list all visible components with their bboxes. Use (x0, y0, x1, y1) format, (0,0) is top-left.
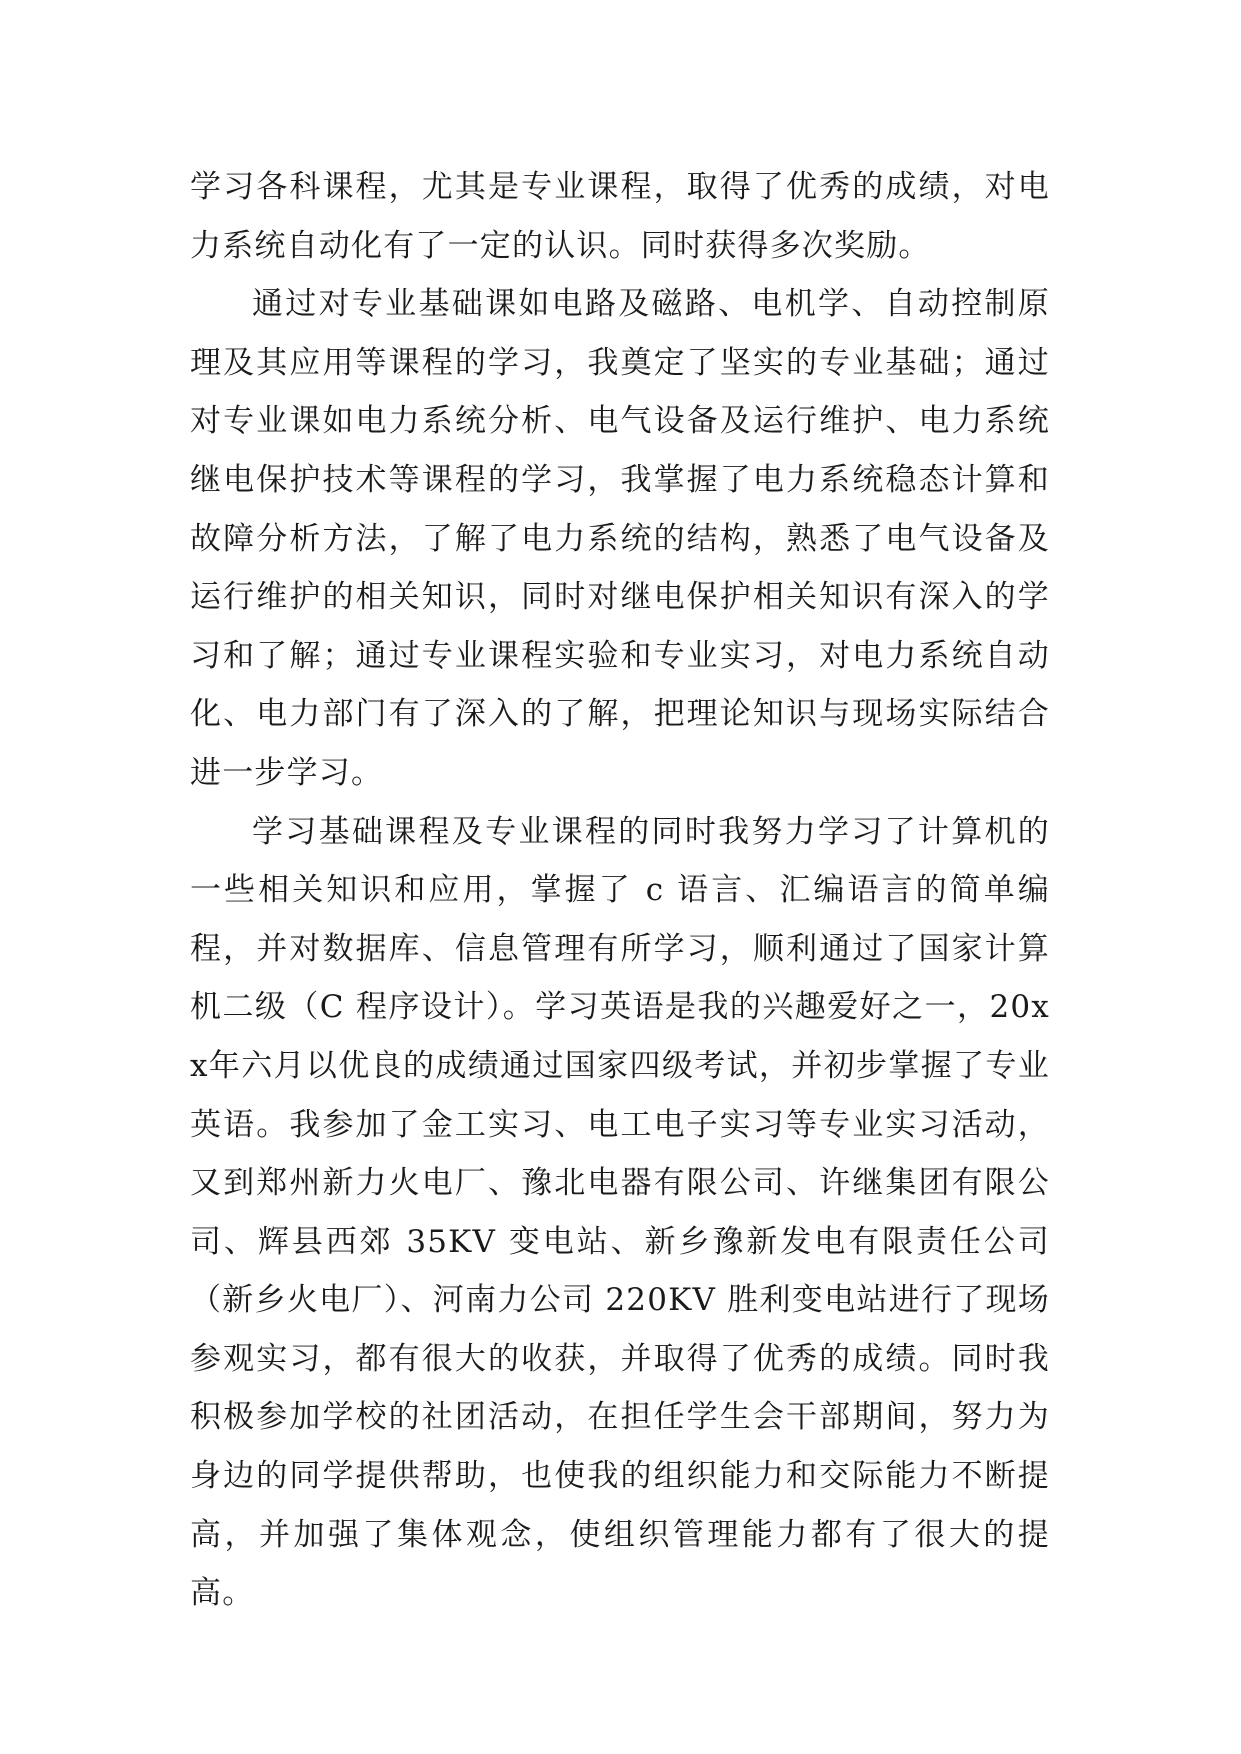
paragraph-3: 学习基础课程及专业课程的同时我努力学习了计算机的一些相关知识和应用，掌握了 c 语言、汇编语言的简单编程，并对数据库、信息管理有所学习，顺利通过了国家计算机二级（C 程序设计）。学习英语是我的兴趣爱好之一，20xx年六月以优良的成绩通过国家四级考试，并初步掌握了专业英语。我参加了金工实习、电工电子实习等专业实习活动，又到郑州新力火电厂、豫北电器有限公司、许继集团有限公司、辉县西郊 35KV 变电站、新乡豫新发电有限责任公司（新乡火电厂）、河南力公司 220KV 胜利变电站进行了现场参观实习，都有很大的收获，并取得了优秀的成绩。同时我积极参加学校的社团活动，在担任学生会干部期间，努力为身边的同学提供帮助，也使我的组织能力和交际能力不断提高，并加强了集体观念，使组织管理能力都有了很大的提高。 (190, 813, 1050, 1612)
document-body (190, 158, 1050, 1623)
paragraph-2: 通过对专业基础课如电路及磁路、电机学、自动控制原理及其应用等课程的学习，我奠定了坚实的专业基础；通过对专业课如电力系统分析、电气设备及运行维护、电力系统继电保护技术等课程的学习，我掌握了电力系统稳态计算和故障分析方法，了解了电力系统的结构，熟悉了电气设备及运行维护的相关知识，同时对继电保护相关知识有深入的学习和了解；通过专业课程实验和专业实习，对电力系统自动化、电力部门有了深入的了解，把理论知识与现场实际结合进一步学习。 (190, 286, 1050, 791)
paragraph-1: 学习各科课程，尤其是专业课程，取得了优秀的成绩，对电力系统自动化有了一定的认识。同时获得多次奖励。 (190, 169, 1050, 264)
